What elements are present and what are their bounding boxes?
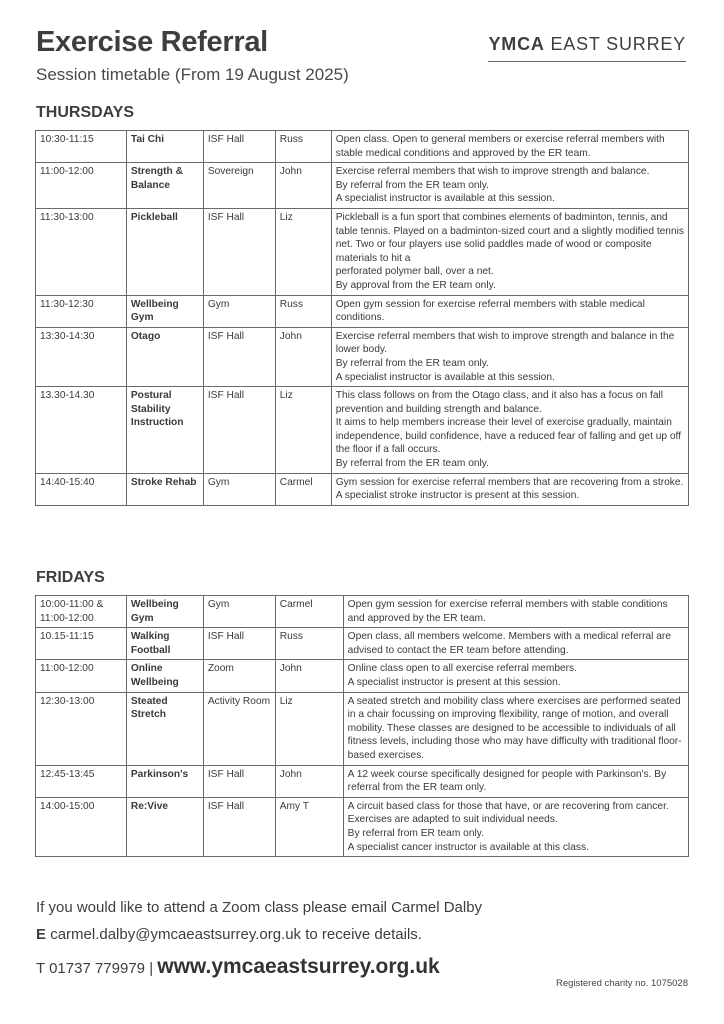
session-time: 14:40-15:40 (36, 473, 127, 505)
session-time: 12:45-13:45 (36, 765, 127, 797)
class-name: Otago (126, 327, 203, 386)
session-time: 10.15-11:15 (36, 628, 127, 660)
class-description: A seated stretch and mobility class where exercises are performed seated in a chair focussing on improving flexibility, range of motion, and overall mobility. These classes are designed to be accessible to individuals of all fitness levels, including those who may have difficulty with traditional floor-based exercises. (343, 692, 688, 765)
contact-line (36, 955, 440, 979)
website-link[interactable]: www.ymcaeastsurrey.org.uk (157, 955, 440, 978)
table-row (36, 327, 689, 386)
table-row (36, 692, 689, 765)
class-description: A circuit based class for those that have, or are recovering from cancer. Exercises are adapted to suit individual needs. By referral from ER team only. A specialist cancer instructor is available at this class. (343, 797, 688, 856)
fridays-table (35, 595, 689, 857)
instructor: Carmel (275, 473, 331, 505)
page-subtitle: Session timetable (From 19 August 2025) (36, 65, 349, 84)
charity-number: Registered charity no. 1075028 (555, 978, 688, 989)
venue: Gym (203, 473, 275, 505)
class-name: Walking Football (126, 628, 203, 660)
instructor: Carmel (275, 596, 343, 628)
venue: ISF Hall (203, 765, 275, 797)
venue: ISF Hall (203, 628, 275, 660)
table-row (36, 660, 689, 692)
ymca-logo (488, 34, 686, 62)
class-description: Gym session for exercise referral members that are recovering from a stroke. A specialist stroke instructor is present at this session. (331, 473, 688, 505)
class-description: Exercise referral members that wish to improve strength and balance. By referral from the ER team only. A specialist instructor is available at this session. (331, 163, 688, 209)
session-time: 11:00-12:00 (36, 660, 127, 692)
phone-number[interactable]: 01737 779979 (49, 960, 146, 977)
class-description: Open class. Open to general members or exercise referral members with stable medical conditions and approved by the ER team. (331, 131, 688, 163)
class-description: Open gym session for exercise referral members with stable conditions and approved by the ER team. (343, 596, 688, 628)
instructor: Liz (275, 208, 331, 295)
table-row (36, 765, 689, 797)
instructor: John (275, 327, 331, 386)
class-name: Wellbeing Gym (126, 295, 203, 327)
instructor: Liz (275, 692, 343, 765)
venue: ISF Hall (203, 327, 275, 386)
class-description: This class follows on from the Otago class, and it also has a focus on fall prevention and building strength and balance. It aims to help members increase their level of exercise gradually, maintain independence, build confidence, have a reduced fear of falling and get up off the floor if a fall occurs. By referral from the ER team only. (331, 387, 688, 474)
table-row (36, 628, 689, 660)
thursdays-heading: THURSDAYS (36, 104, 135, 121)
instructor: Liz (275, 387, 331, 474)
table-row (36, 208, 689, 295)
class-description: Exercise referral members that wish to improve strength and balance in the lower body. By referral from the ER team only. A specialist instructor is available at this session. (331, 327, 688, 386)
venue: Gym (203, 596, 275, 628)
class-name: Re:Vive (126, 797, 203, 856)
session-time: 11:00-12:00 (36, 163, 127, 209)
table-row (36, 387, 689, 474)
session-time: 11:30-12:30 (36, 295, 127, 327)
instructor: Amy T (275, 797, 343, 856)
class-name: Wellbeing Gym (126, 596, 203, 628)
session-time: 10:30-11:15 (36, 131, 127, 163)
instructor: John (275, 660, 343, 692)
class-description: Open gym session for exercise referral members with stable medical conditions. (331, 295, 688, 327)
session-time: 12:30-13:00 (36, 692, 127, 765)
class-name: Online Wellbeing (126, 660, 203, 692)
table-row (36, 295, 689, 327)
page-title: Exercise Referral (36, 26, 268, 58)
table-row (36, 797, 689, 856)
class-name: Postural Stability Instruction (126, 387, 203, 474)
session-time: 14:00-15:00 (36, 797, 127, 856)
email-label: E (36, 926, 47, 943)
class-name: Steated Stretch (126, 692, 203, 765)
venue: ISF Hall (203, 797, 275, 856)
instructor: John (275, 163, 331, 209)
instructor: Russ (275, 131, 331, 163)
instructor: Russ (275, 295, 331, 327)
table-row (36, 163, 689, 209)
email-line (36, 926, 422, 943)
table-row (36, 596, 689, 628)
logo-ymca-text: YMCA (488, 34, 545, 54)
class-description: Pickleball is a fun sport that combines elements of badminton, tennis, and table tennis. Played on a badminton-sized court and a slightly modified tennis net. Two or four players use solid paddles made of wood or composite materials to hit a perforated polymer ball, over a net. By approval from the ER team only. (331, 208, 688, 295)
venue: ISF Hall (203, 387, 275, 474)
thursdays-table (35, 130, 689, 506)
class-name: Stroke Rehab (126, 473, 203, 505)
venue: Gym (203, 295, 275, 327)
logo-east-surrey-text: EAST SURREY (550, 34, 686, 54)
zoom-note: If you would like to attend a Zoom class please email Carmel Dalby (36, 899, 483, 916)
class-description: Online class open to all exercise referral members. A specialist instructor is present at this session. (343, 660, 688, 692)
venue: ISF Hall (203, 131, 275, 163)
class-description: Open class, all members welcome. Members with a medical referral are advised to contact the ER team before attending. (343, 628, 688, 660)
instructor: John (275, 765, 343, 797)
contact-separator: | (149, 960, 154, 977)
venue: ISF Hall (203, 208, 275, 295)
class-name: Pickleball (126, 208, 203, 295)
session-time: 11:30-13:00 (36, 208, 127, 295)
class-name: Strength & Balance (126, 163, 203, 209)
instructor: Russ (275, 628, 343, 660)
fridays-heading: FRIDAYS (36, 569, 105, 586)
session-time: 13:30-14:30 (36, 327, 127, 386)
phone-label: T (36, 960, 45, 977)
table-row (36, 473, 689, 505)
session-time: 13.30-14.30 (36, 387, 127, 474)
venue: Sovereign (203, 163, 275, 209)
email-text[interactable]: carmel.dalby@ymcaeastsurrey.org.uk to receive details. (50, 926, 422, 943)
class-name: Tai Chi (126, 131, 203, 163)
venue: Zoom (203, 660, 275, 692)
class-description: A 12 week course specifically designed for people with Parkinson's. By referral from the ER team only. (343, 765, 688, 797)
table-row (36, 131, 689, 163)
venue: Activity Room (203, 692, 275, 765)
session-time: 10:00-11:00 & 11:00-12:00 (36, 596, 127, 628)
class-name: Parkinson's (126, 765, 203, 797)
